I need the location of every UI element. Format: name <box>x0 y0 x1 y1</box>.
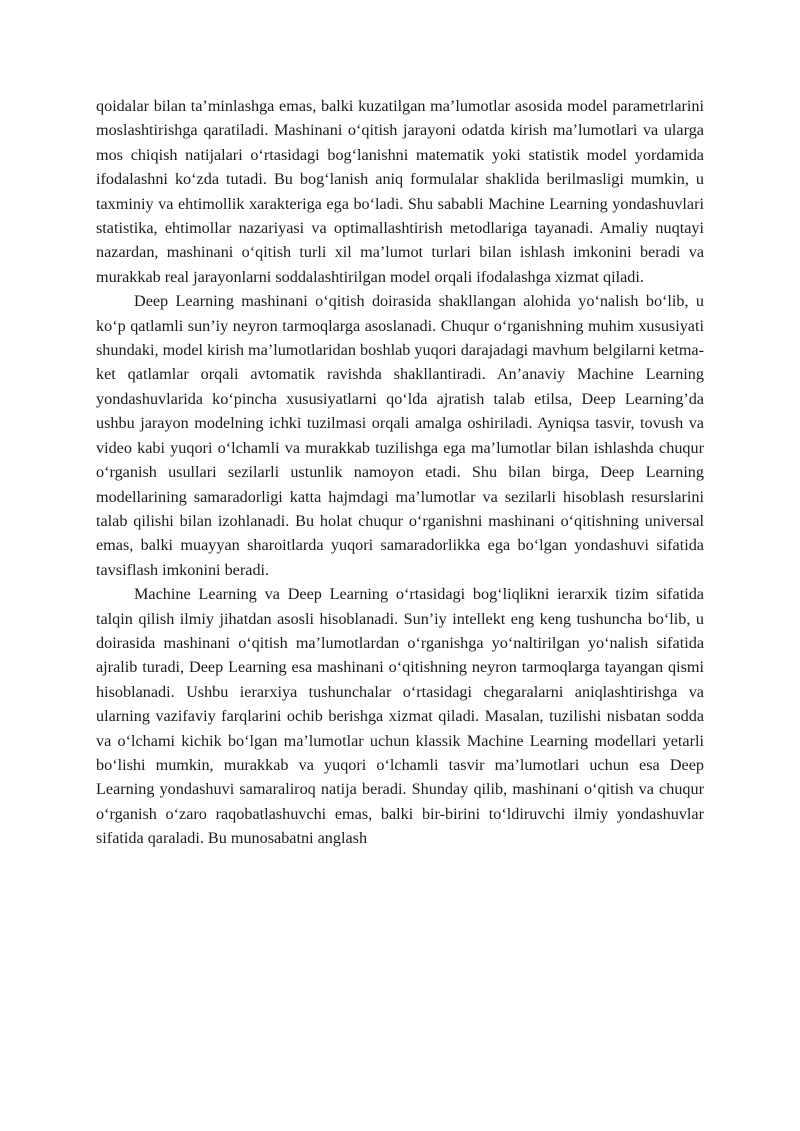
body-text <box>96 94 704 851</box>
paragraph-hierarchy: Machine Learning va Deep Learning o‘rtasidagi bog‘liqlikni ierarxik tizim sifatida talqin qilish ilmiy jihatdan asosli hisoblanadi. Sun’iy intellekt eng keng tushuncha bo‘lib, u doirasida mashinani o‘qitish ma’lumotlardan o‘rganishga yo‘naltirilgan yo‘nalish sifatida ajralib turadi, Deep Learning esa mashinani o‘qitishning neyron tarmoqlarga tayangan qismi hisoblanadi. Ushbu ierarxiya tushunchalar o‘rtasidagi chegaralarni aniqlashtirishga va ularning vazifaviy farqlarini ochib berishga xizmat qiladi. Masalan, tuzilishi nisbatan sodda va o‘lchami kichik bo‘lgan ma’lumotlar uchun klassik Machine Learning modellari yetarli bo‘lishi mumkin, murakkab va yuqori o‘lchamli tasvir ma’lumotlari uchun esa Deep Learning yondashuvi samaraliroq natija beradi. Shunday qilib, mashinani o‘qitish va chuqur o‘rganish o‘zaro raqobatlashuvchi emas, balki bir-birini to‘ldiruvchi ilmiy yondashuvlar sifatida qaraladi. Bu munosabatni anglash <box>96 585 704 848</box>
paragraph-deep-learning: Deep Learning mashinani o‘qitish doirasida shakllangan alohida yo‘nalish bo‘lib, u ko‘p qatlamli sun’iy neyron tarmoqlarga asoslanadi. Chuqur o‘rganishning muhim xususiyati shundaki, model kirish ma’lumotlaridan boshlab yuqori darajadagi mavhum belgilarni ketma-ket qatlamlar orqali avtomatik ravishda shakllantiradi. An’anaviy Machine Learning yondashuvlarida ko‘pincha xususiyatlarni qo‘lda ajratish talab etilsa, Deep Learning’da ushbu jarayon modelning ichki tuzilmasi orqali amalga oshiriladi. Ayniqsa tasvir, tovush va video kabi yuqori o‘lchamli va murakkab tuzilishga ega ma’lumotlar bilan ishlashda chuqur o‘rganish usullari sezilarli ustunlik namoyon etadi. Shu bilan birga, Deep Learning modellarining samaradorligi katta hajmdagi ma’lumotlar va sezilarli hisoblash resurslarini talab qilishi bilan izohlanadi. Bu holat chuqur o‘rganishni mashinani o‘qitishning universal emas, balki muayyan sharoitlarda yuqori samaradorlikka ega bo‘lgan yondashuvi sifatida tavsiflash imkonini beradi. <box>96 292 704 579</box>
paragraph-continuation: qoidalar bilan ta’minlashga emas, balki kuzatilgan ma’lumotlar asosida model parametrlarini moslashtirishga qaratiladi. Mashinani o‘qitish jarayoni odatda kirish ma’lumotlari va ularga mos chiqish natijalari o‘rtasidagi bog‘lanishni matematik yoki statistik model yordamida ifodalashni ko‘zda tutadi. Bu bog‘lanish aniq formulalar shaklida berilmasligi mumkin, u taxminiy va ehtimollik xarakteriga ega bo‘ladi. Shu sababli Machine Learning yondashuvlari statistika, ehtimollar nazariyasi va optimallashtirish metodlariga tayanadi. Amaliy nuqtayi nazardan, mashinani o‘qitish turli xil ma’lumot turlari bilan ishlash imkonini beradi va murakkab real jarayonlarni soddalashtirilgan model orqali ifodalashga xizmat qiladi. <box>96 97 704 286</box>
